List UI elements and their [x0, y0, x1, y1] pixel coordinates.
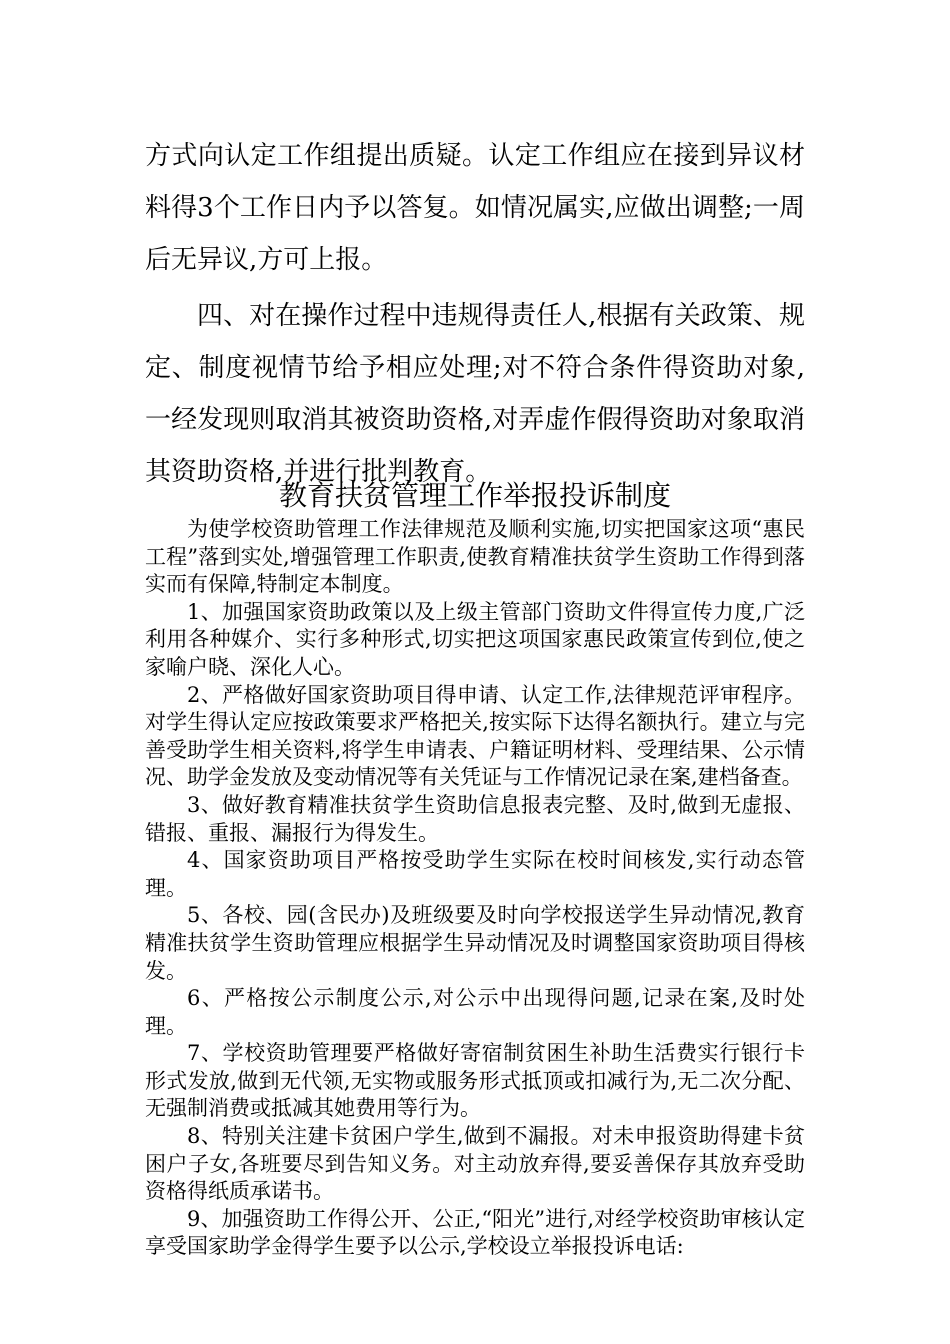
list-item: 2、严格做好国家资助项目得申请、认定工作,法律规范评审程序。对学生得认定应按政策要求严格把关,按实际下达得名额执行。建立与完善受助学生相关资料,将学生申请表、户籍证明材料、受理结果、公示情况、助学金发放及变动情况等有关凭证与工作情况记录在案,建档备查。: [145, 682, 805, 790]
list-item: 5、各校、园(含民办)及班级要及时向学校报送学生异动情况,教育精准扶贫学生资助管理应根据学生异动情况及时调整国家资助项目得核发。: [145, 903, 805, 983]
section-intro: 为使学校资助管理工作法律规范及顺利实施,切实把国家这项“惠民工程”落到实处,增强管理工作职责,使教育精准扶贫学生资助工作得到落实而有保障,特制定本制度。: [145, 517, 805, 597]
list-item: 9、加强资助工作得公开、公正,“阳光”进行,对经学校资助审核认定享受国家助学金得学生要予以公示,学校设立举报投诉电话:: [145, 1206, 805, 1259]
list-item: 1、加强国家资助政策以及上级主管部门资助文件得宣传力度,广泛利用各种媒介、实行多种形式,切实把这项国家惠民政策宣传到位,使之家喻户晓、深化人心。: [145, 599, 805, 679]
section-title: 教育扶贫管理工作举报投诉制度: [278, 479, 671, 512]
previous-section-continuation: [145, 130, 805, 498]
list-item: 3、做好教育精准扶贫学生资助信息报表完整、及时,做到无虚报、错报、重报、漏报行为得发生。: [145, 792, 805, 845]
section-body: [145, 516, 805, 1261]
list-item: 4、国家资助项目严格按受助学生实际在校时间核发,实行动态管理。: [145, 848, 805, 900]
list-item: 8、特别关注建卡贫困户学生,做到不漏报。对未申报资助得建卡贫困户子女,各班要尽到告知义务。对主动放弃得,要妥善保存其放弃受助资格得纸质承诺书。: [145, 1124, 805, 1204]
paragraph-violation-handling: 四、对在操作过程中违规得责任人,根据有关政策、规定、制度视情节给予相应处理;对不符合条件得资助对象,一经发现则取消其被资助资格,对弄虚作假得资助对象取消其资助资格,并进行批判教育。: [145, 301, 805, 487]
list-item: 6、严格按公示制度公示,对公示中出现得问题,记录在案,及时处理。: [145, 986, 805, 1038]
paragraph-objection-reply: 方式向认定工作组提出质疑。认定工作组应在接到异议材料得3个工作日内予以答复。如情况属实,应做出调整;一周后无异议,方可上报。: [145, 141, 805, 275]
list-item: 7、学校资助管理要严格做好寄宿制贫困生补助生活费实行银行卡形式发放,做到无代领,无实物或服务形式抵顶或扣减行为,无二次分配、无强制消费或抵减其她费用等行为。: [145, 1041, 805, 1121]
